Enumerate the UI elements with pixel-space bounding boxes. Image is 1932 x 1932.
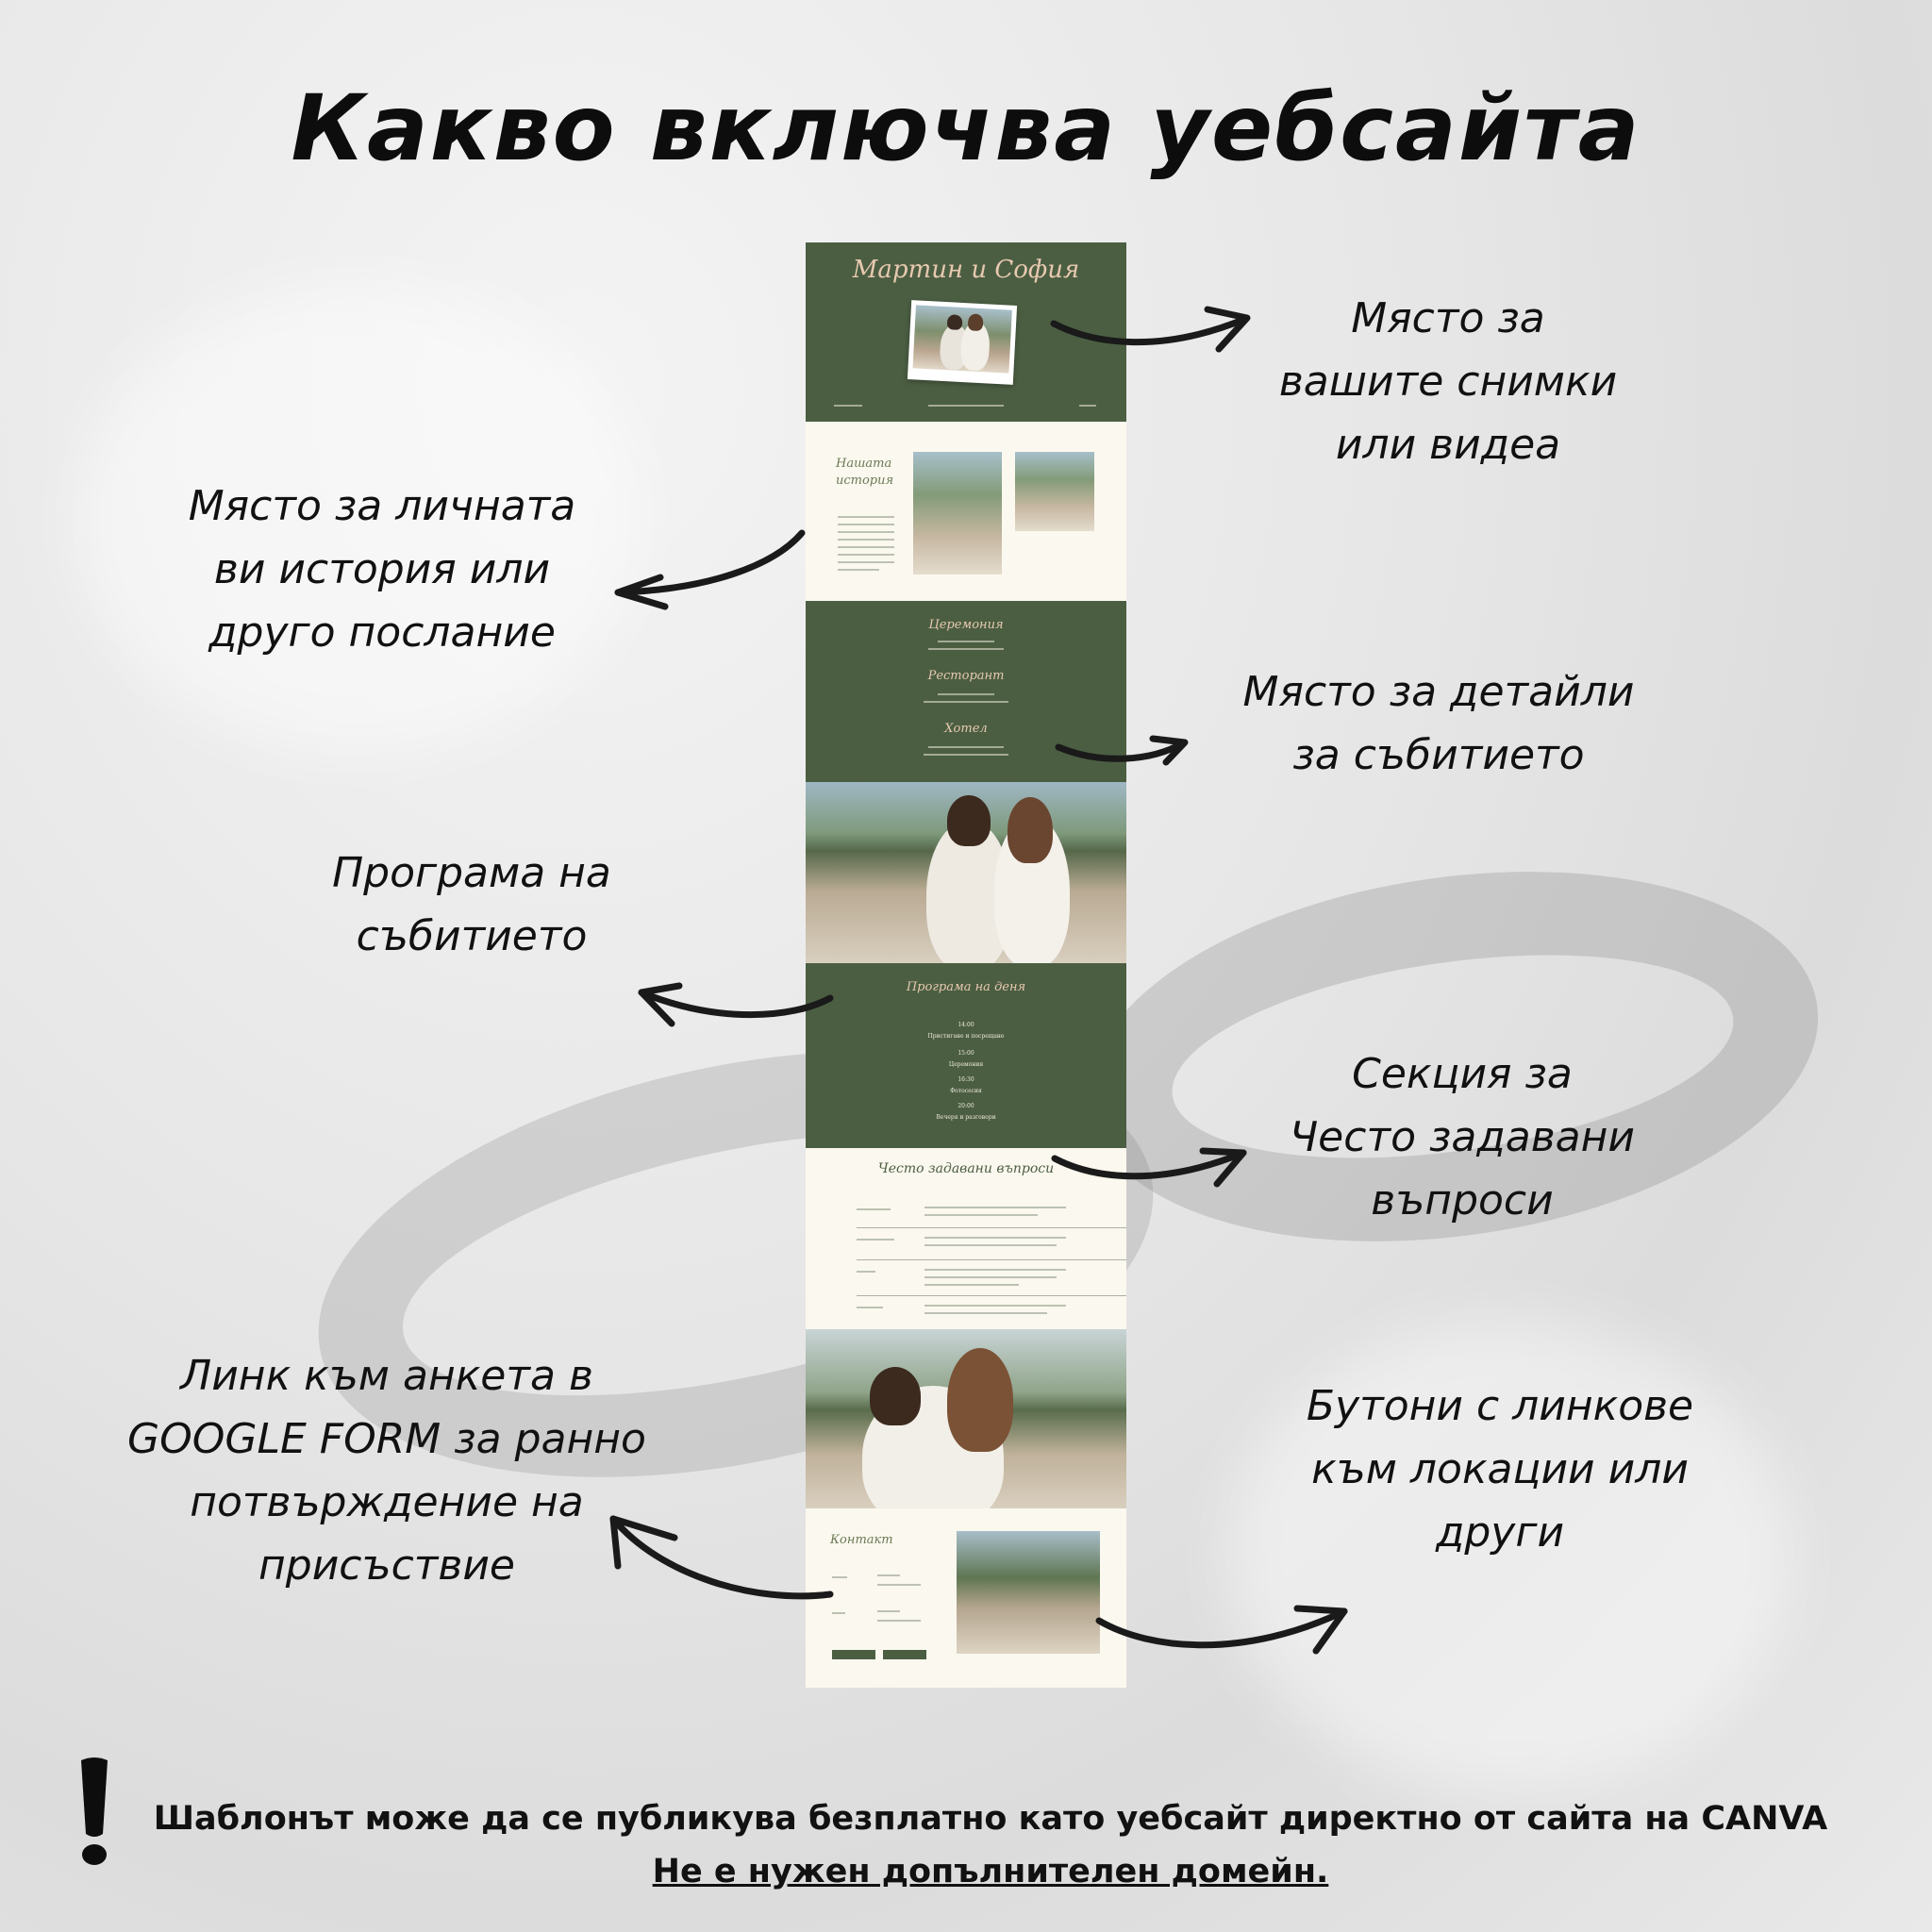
- program-event: Фотосесия: [950, 1088, 982, 1094]
- program-event: Вечеря и разговори: [936, 1114, 996, 1121]
- label-program: Програма на събитието: [332, 849, 611, 960]
- program-time: 20:00: [958, 1103, 974, 1109]
- program-time: 14:00: [958, 1022, 974, 1028]
- program-time: 16:30: [958, 1076, 974, 1083]
- story-title: Нашата история: [836, 457, 894, 488]
- label-buttons: Бутони с линкове към локации или други: [1306, 1382, 1694, 1557]
- footer-note: [94, 1792, 1887, 1898]
- venue-title: Хотел: [944, 722, 988, 736]
- label-google-form: Линк към анкета в GOOGLE FORM за ранно потвърждение на присъствие: [127, 1352, 646, 1590]
- venue-title: Церемония: [928, 618, 1004, 632]
- footer-line: Шаблонът може да се публикува безплатно като уебсайт директно от сайта на CANVA: [153, 1800, 1828, 1838]
- label-faq: Секция за Често задавани въпроси: [1290, 1050, 1635, 1224]
- page-title: Какво включва уебсайта: [291, 75, 1641, 181]
- label-story: Място за личната ви история или друго послание: [188, 482, 576, 657]
- faq-title: Често задавани въпроси: [877, 1161, 1055, 1176]
- program-title: Програма на деня: [906, 980, 1026, 994]
- program-time: 15:00: [958, 1050, 974, 1057]
- label-details: Място за детайли за събитието: [1242, 668, 1635, 779]
- program-event: Пристигане и посрещане: [927, 1033, 1005, 1040]
- program-event: Церемония: [948, 1061, 984, 1068]
- venue-title: Ресторант: [927, 669, 1005, 683]
- couple-title: Мартин и София: [852, 256, 1080, 284]
- footer-link-note: Не е нужен допълнителен домейн.: [652, 1853, 1329, 1890]
- label-photos: Място за вашите снимки или видеа: [1278, 294, 1618, 469]
- contact-title: Контакт: [830, 1533, 893, 1547]
